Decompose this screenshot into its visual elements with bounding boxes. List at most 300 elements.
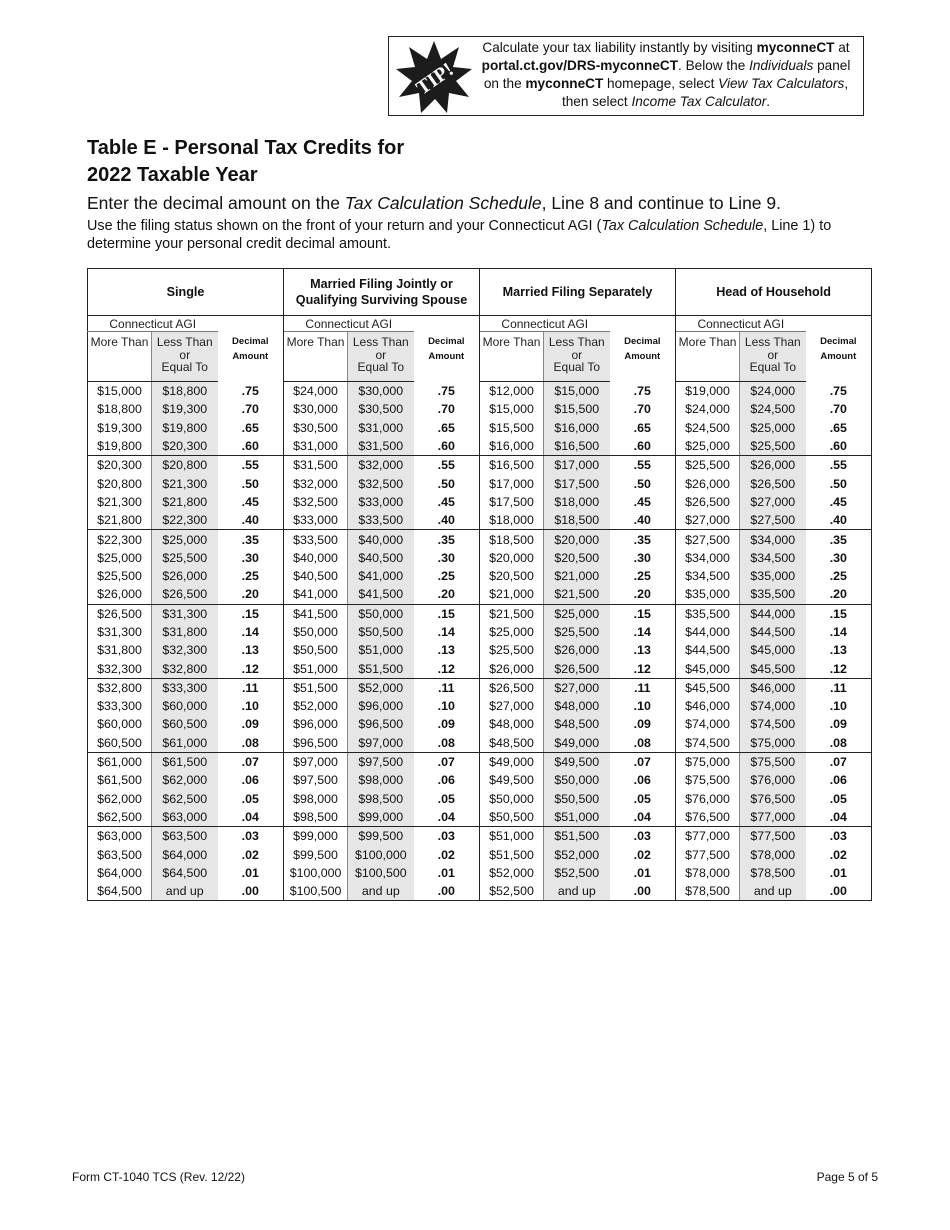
more-than-cell: $98,500: [284, 808, 348, 827]
less-than-cell: $78,500: [740, 864, 806, 882]
more-than-cell: $19,000: [676, 382, 740, 401]
more-than-cell: $60,000: [88, 715, 152, 733]
table-row: [88, 734, 872, 753]
more-than-cell: $20,300: [88, 456, 152, 475]
decimal-amount-cell: .04: [806, 808, 872, 827]
decimal-amount-cell: .55: [218, 456, 284, 475]
more-than-cell: $15,500: [480, 419, 544, 437]
more-than-cell: $24,000: [676, 400, 740, 418]
instruction-text: Enter the decimal amount on the Tax Calculation Schedule, Line 8 and continue to Line 9.: [87, 193, 781, 213]
decimal-amount-cell: .04: [218, 808, 284, 827]
less-than-cell: $18,500: [544, 511, 610, 530]
decimal-amount-cell: .06: [218, 771, 284, 789]
decimal-amount-cell: .14: [414, 623, 480, 641]
decimal-amount-cell: .00: [806, 882, 872, 901]
table-row: [88, 827, 872, 846]
less-than-cell: $25,500: [152, 549, 218, 567]
less-than-cell: $16,500: [544, 437, 610, 456]
less-than-cell: $100,500: [348, 864, 414, 882]
less-than-cell: $26,500: [152, 585, 218, 604]
more-than-cell: $51,000: [480, 827, 544, 846]
more-than-cell: $48,500: [480, 734, 544, 753]
more-than-cell: $96,000: [284, 715, 348, 733]
less-than-cell: $44,500: [740, 623, 806, 641]
table-row: [88, 456, 872, 475]
less-than-cell: $77,000: [740, 808, 806, 827]
decimal-amount-cell: .02: [218, 845, 284, 863]
connecticut-agi-header: Connecticut AGI: [480, 316, 610, 332]
less-than-cell: $25,000: [152, 530, 218, 549]
less-than-cell: $45,000: [740, 641, 806, 659]
less-than-cell: $41,000: [348, 567, 414, 585]
decimal-amount-cell: .50: [806, 474, 872, 492]
more-than-cell: $12,000: [480, 382, 544, 401]
more-than-cell: $63,000: [88, 827, 152, 846]
more-than-cell: $32,500: [284, 493, 348, 511]
less-than-cell: $51,000: [348, 641, 414, 659]
more-than-cell: $20,800: [88, 474, 152, 492]
decimal-amount-cell: .70: [610, 400, 676, 418]
decimal-amount-cell: .12: [218, 659, 284, 678]
table-row: [88, 474, 872, 492]
more-than-cell: $49,500: [480, 771, 544, 789]
less-than-cell: $32,500: [348, 474, 414, 492]
more-than-cell: $44,000: [676, 623, 740, 641]
less-than-cell: $50,000: [348, 604, 414, 623]
more-than-cell: $25,500: [676, 456, 740, 475]
decimal-amount-cell: .75: [414, 382, 480, 401]
table-row: [88, 715, 872, 733]
decimal-amount-cell: .12: [414, 659, 480, 678]
less-than-cell: $30,500: [348, 400, 414, 418]
table-row: [88, 678, 872, 697]
more-than-cell: $31,500: [284, 456, 348, 475]
table-row: [88, 382, 872, 401]
connecticut-agi-header: Connecticut AGI: [284, 316, 414, 332]
less-than-cell: $50,500: [544, 790, 610, 808]
less-than-cell: $51,500: [348, 659, 414, 678]
tip-text: Calculate your tax liability instantly by visiting myconneCT at portal.ct.gov/DRS-myconneCT. Below the Individuals panel on the myconneCT homepage, select View Tax Calculators, then select Income Tax Calculator.: [481, 40, 851, 109]
decimal-amount-cell: .13: [414, 641, 480, 659]
less-than-cell: $33,300: [152, 678, 218, 697]
less-than-cell: $25,500: [740, 437, 806, 456]
more-than-cell: $30,500: [284, 419, 348, 437]
less-than-cell: $32,300: [152, 641, 218, 659]
decimal-amount-cell: .11: [218, 678, 284, 697]
decimal-amount-cell: .03: [414, 827, 480, 846]
less-than-cell: $98,500: [348, 790, 414, 808]
less-than-cell: $25,500: [544, 623, 610, 641]
decimal-amount-cell: .08: [610, 734, 676, 753]
less-than-cell: and up: [348, 882, 414, 901]
more-than-cell: $33,000: [284, 511, 348, 530]
more-than-cell: $62,500: [88, 808, 152, 827]
decimal-amount-cell: .08: [218, 734, 284, 753]
less-than-cell: $27,500: [740, 511, 806, 530]
less-than-cell: $34,500: [740, 549, 806, 567]
more-than-cell: $32,800: [88, 678, 152, 697]
less-than-cell: $30,000: [348, 382, 414, 401]
table-row: [88, 808, 872, 827]
decimal-amount-cell: .70: [414, 400, 480, 418]
decimal-amount-cell: .15: [610, 604, 676, 623]
more-than-cell: $45,000: [676, 659, 740, 678]
decimal-amount-header: Decimal Amount: [218, 316, 284, 382]
more-than-cell: $32,000: [284, 474, 348, 492]
more-than-cell: $31,800: [88, 641, 152, 659]
decimal-amount-cell: .02: [610, 845, 676, 863]
table-row: [88, 845, 872, 863]
less-than-cell: and up: [740, 882, 806, 901]
more-than-cell: $31,300: [88, 623, 152, 641]
more-than-cell: $21,500: [480, 604, 544, 623]
more-than-cell: $20,000: [480, 549, 544, 567]
decimal-amount-cell: .09: [806, 715, 872, 733]
more-than-cell: $51,500: [284, 678, 348, 697]
more-than-cell: $61,000: [88, 752, 152, 771]
more-than-cell: $78,000: [676, 864, 740, 882]
decimal-amount-cell: .01: [414, 864, 480, 882]
less-than-cell: $78,000: [740, 845, 806, 863]
decimal-amount-cell: .06: [610, 771, 676, 789]
less-than-cell: $60,000: [152, 697, 218, 715]
less-than-cell: $74,500: [740, 715, 806, 733]
more-than-header: More Than: [480, 332, 544, 382]
less-than-cell: $62,500: [152, 790, 218, 808]
less-than-cell: $21,300: [152, 474, 218, 492]
table-row: [88, 641, 872, 659]
table-row: [88, 585, 872, 604]
less-than-cell: $51,500: [544, 827, 610, 846]
more-than-cell: $50,500: [480, 808, 544, 827]
decimal-amount-cell: .45: [414, 493, 480, 511]
more-than-cell: $74,500: [676, 734, 740, 753]
decimal-amount-cell: .01: [218, 864, 284, 882]
tip-badge-text: TIP!: [412, 58, 458, 100]
less-than-cell: $18,800: [152, 382, 218, 401]
more-than-cell: $26,000: [676, 474, 740, 492]
table-row: [88, 604, 872, 623]
decimal-amount-cell: .75: [610, 382, 676, 401]
decimal-amount-cell: .35: [806, 530, 872, 549]
more-than-cell: $35,000: [676, 585, 740, 604]
decimal-amount-cell: .08: [414, 734, 480, 753]
table-row: [88, 752, 872, 771]
more-than-cell: $33,500: [284, 530, 348, 549]
less-than-cell: $20,500: [544, 549, 610, 567]
more-than-cell: $18,500: [480, 530, 544, 549]
decimal-amount-cell: .09: [414, 715, 480, 733]
more-than-cell: $63,500: [88, 845, 152, 863]
decimal-amount-cell: .75: [806, 382, 872, 401]
less-than-cell: and up: [152, 882, 218, 901]
less-than-cell: $17,000: [544, 456, 610, 475]
less-than-cell: $64,500: [152, 864, 218, 882]
decimal-amount-cell: .35: [610, 530, 676, 549]
decimal-amount-cell: .07: [218, 752, 284, 771]
less-than-cell: $60,500: [152, 715, 218, 733]
more-than-cell: $97,500: [284, 771, 348, 789]
table-row: [88, 659, 872, 678]
less-than-or-equal-header: Less Than or Equal To: [740, 332, 806, 382]
more-than-cell: $33,300: [88, 697, 152, 715]
decimal-amount-cell: .60: [806, 437, 872, 456]
less-than-cell: $25,000: [544, 604, 610, 623]
more-than-cell: $41,500: [284, 604, 348, 623]
more-than-cell: $19,300: [88, 419, 152, 437]
table-row: [88, 697, 872, 715]
more-than-cell: $31,000: [284, 437, 348, 456]
decimal-amount-cell: .14: [610, 623, 676, 641]
table-row: [88, 771, 872, 789]
decimal-amount-cell: .04: [610, 808, 676, 827]
tip-box: [388, 36, 864, 116]
more-than-cell: $75,500: [676, 771, 740, 789]
decimal-amount-cell: .03: [806, 827, 872, 846]
decimal-amount-header: Decimal Amount: [806, 316, 872, 382]
more-than-cell: $34,000: [676, 549, 740, 567]
more-than-cell: $25,000: [88, 549, 152, 567]
more-than-cell: $17,000: [480, 474, 544, 492]
more-than-cell: $76,000: [676, 790, 740, 808]
decimal-amount-cell: .30: [414, 549, 480, 567]
connecticut-agi-header: Connecticut AGI: [676, 316, 806, 332]
more-than-cell: $27,500: [676, 530, 740, 549]
decimal-amount-cell: .00: [414, 882, 480, 901]
less-than-cell: $98,000: [348, 771, 414, 789]
decimal-amount-cell: .03: [218, 827, 284, 846]
less-than-cell: $96,500: [348, 715, 414, 733]
decimal-amount-cell: .07: [806, 752, 872, 771]
decimal-amount-cell: .11: [806, 678, 872, 697]
less-than-cell: $44,000: [740, 604, 806, 623]
myconnect-name: myconneCT: [756, 40, 835, 55]
more-than-cell: $25,500: [88, 567, 152, 585]
more-than-cell: $21,300: [88, 493, 152, 511]
less-than-cell: $52,000: [348, 678, 414, 697]
less-than-cell: $61,500: [152, 752, 218, 771]
decimal-amount-cell: .07: [414, 752, 480, 771]
more-than-cell: $19,800: [88, 437, 152, 456]
decimal-amount-cell: .15: [414, 604, 480, 623]
more-than-cell: $18,800: [88, 400, 152, 418]
decimal-amount-cell: .35: [414, 530, 480, 549]
more-than-cell: $34,500: [676, 567, 740, 585]
decimal-amount-cell: .09: [610, 715, 676, 733]
more-than-cell: $32,300: [88, 659, 152, 678]
less-than-cell: $25,000: [740, 419, 806, 437]
decimal-amount-cell: .65: [218, 419, 284, 437]
less-than-cell: $62,000: [152, 771, 218, 789]
more-than-cell: $40,500: [284, 567, 348, 585]
decimal-amount-cell: .20: [610, 585, 676, 604]
less-than-cell: $76,500: [740, 790, 806, 808]
less-than-cell: $99,500: [348, 827, 414, 846]
less-than-cell: $26,500: [740, 474, 806, 492]
more-than-cell: $21,000: [480, 585, 544, 604]
less-than-cell: $20,300: [152, 437, 218, 456]
more-than-cell: $100,000: [284, 864, 348, 882]
decimal-amount-cell: .14: [806, 623, 872, 641]
table-row: [88, 567, 872, 585]
filing-status-note: Use the filing status shown on the front of your return and your Connecticut AGI (Tax Calculation Schedule, Line 1) to determine your personal credit decimal amount.: [87, 218, 832, 252]
portal-url: portal.ct.gov/DRS-myconneCT: [481, 58, 679, 73]
more-than-cell: $51,500: [480, 845, 544, 863]
more-than-cell: $48,000: [480, 715, 544, 733]
decimal-amount-cell: .35: [218, 530, 284, 549]
table-row: [88, 511, 872, 530]
table-row: [88, 623, 872, 641]
more-than-cell: $62,000: [88, 790, 152, 808]
less-than-cell: $75,500: [740, 752, 806, 771]
more-than-cell: $46,000: [676, 697, 740, 715]
table-row: [88, 400, 872, 418]
less-than-cell: $20,000: [544, 530, 610, 549]
filing-status-header: Married Filing Jointly or Qualifying Surviving Spouse: [284, 269, 480, 316]
less-than-cell: $49,000: [544, 734, 610, 753]
less-than-cell: $20,800: [152, 456, 218, 475]
more-than-cell: $45,500: [676, 678, 740, 697]
less-than-cell: and up: [544, 882, 610, 901]
decimal-amount-cell: .13: [806, 641, 872, 659]
less-than-cell: $32,000: [348, 456, 414, 475]
decimal-amount-cell: .11: [414, 678, 480, 697]
more-than-cell: $26,500: [88, 604, 152, 623]
more-than-cell: $52,000: [284, 697, 348, 715]
less-than-cell: $75,000: [740, 734, 806, 753]
less-than-cell: $24,500: [740, 400, 806, 418]
less-than-cell: $40,500: [348, 549, 414, 567]
decimal-amount-cell: .14: [218, 623, 284, 641]
less-than-cell: $41,500: [348, 585, 414, 604]
decimal-amount-cell: .20: [806, 585, 872, 604]
decimal-amount-cell: .06: [806, 771, 872, 789]
decimal-amount-cell: .10: [806, 697, 872, 715]
less-than-cell: $26,000: [544, 641, 610, 659]
decimal-amount-cell: .25: [610, 567, 676, 585]
less-than-cell: $40,000: [348, 530, 414, 549]
more-than-cell: $49,000: [480, 752, 544, 771]
less-than-cell: $26,000: [740, 456, 806, 475]
more-than-cell: $25,500: [480, 641, 544, 659]
less-than-cell: $31,500: [348, 437, 414, 456]
less-than-or-equal-header: Less Than or Equal To: [544, 332, 610, 382]
decimal-amount-cell: .04: [414, 808, 480, 827]
decimal-amount-cell: .60: [414, 437, 480, 456]
less-than-cell: $97,000: [348, 734, 414, 753]
decimal-amount-cell: .00: [218, 882, 284, 901]
decimal-amount-cell: .08: [806, 734, 872, 753]
less-than-cell: $32,800: [152, 659, 218, 678]
less-than-cell: $49,500: [544, 752, 610, 771]
less-than-cell: $27,000: [740, 493, 806, 511]
more-than-header: More Than: [284, 332, 348, 382]
more-than-cell: $100,500: [284, 882, 348, 901]
table-row: [88, 790, 872, 808]
decimal-amount-cell: .65: [414, 419, 480, 437]
less-than-cell: $51,000: [544, 808, 610, 827]
more-than-cell: $50,000: [480, 790, 544, 808]
more-than-cell: $75,000: [676, 752, 740, 771]
decimal-amount-cell: .02: [414, 845, 480, 863]
less-than-cell: $99,000: [348, 808, 414, 827]
decimal-amount-cell: .03: [610, 827, 676, 846]
decimal-amount-cell: .01: [806, 864, 872, 882]
decimal-amount-cell: .50: [610, 474, 676, 492]
more-than-cell: $52,000: [480, 864, 544, 882]
more-than-cell: $20,500: [480, 567, 544, 585]
decimal-amount-cell: .15: [806, 604, 872, 623]
less-than-cell: $61,000: [152, 734, 218, 753]
less-than-cell: $21,800: [152, 493, 218, 511]
less-than-cell: $35,500: [740, 585, 806, 604]
decimal-amount-cell: .10: [218, 697, 284, 715]
decimal-amount-cell: .40: [414, 511, 480, 530]
form-number: Form CT-1040 TCS (Rev. 12/22): [72, 1170, 245, 1184]
tip-starburst-icon: [395, 39, 473, 115]
more-than-cell: $77,000: [676, 827, 740, 846]
less-than-cell: $31,800: [152, 623, 218, 641]
decimal-amount-cell: .45: [610, 493, 676, 511]
more-than-cell: $64,000: [88, 864, 152, 882]
more-than-cell: $99,500: [284, 845, 348, 863]
table-row: [88, 493, 872, 511]
decimal-amount-cell: .55: [610, 456, 676, 475]
less-than-cell: $48,000: [544, 697, 610, 715]
more-than-cell: $50,500: [284, 641, 348, 659]
less-than-cell: $63,500: [152, 827, 218, 846]
decimal-amount-cell: .25: [414, 567, 480, 585]
decimal-amount-cell: .13: [218, 641, 284, 659]
decimal-amount-cell: .09: [218, 715, 284, 733]
more-than-cell: $15,000: [480, 400, 544, 418]
more-than-cell: $44,500: [676, 641, 740, 659]
less-than-cell: $100,000: [348, 845, 414, 863]
less-than-cell: $50,500: [348, 623, 414, 641]
more-than-cell: $30,000: [284, 400, 348, 418]
decimal-amount-cell: .10: [610, 697, 676, 715]
less-than-cell: $96,000: [348, 697, 414, 715]
decimal-amount-cell: .30: [806, 549, 872, 567]
more-than-cell: $52,500: [480, 882, 544, 901]
decimal-amount-cell: .13: [610, 641, 676, 659]
decimal-amount-cell: .30: [218, 549, 284, 567]
decimal-amount-cell: .12: [806, 659, 872, 678]
decimal-amount-cell: .00: [610, 882, 676, 901]
less-than-cell: $74,000: [740, 697, 806, 715]
more-than-cell: $24,000: [284, 382, 348, 401]
less-than-cell: $17,500: [544, 474, 610, 492]
decimal-amount-cell: .65: [806, 419, 872, 437]
more-than-cell: $98,000: [284, 790, 348, 808]
more-than-cell: $25,000: [676, 437, 740, 456]
more-than-cell: $16,500: [480, 456, 544, 475]
decimal-amount-cell: .40: [610, 511, 676, 530]
decimal-amount-cell: .20: [414, 585, 480, 604]
filing-status-header: Single: [88, 269, 284, 316]
decimal-amount-cell: .12: [610, 659, 676, 678]
decimal-amount-cell: .20: [218, 585, 284, 604]
less-than-cell: $35,000: [740, 567, 806, 585]
decimal-amount-cell: .05: [414, 790, 480, 808]
more-than-cell: $17,500: [480, 493, 544, 511]
less-than-cell: $22,300: [152, 511, 218, 530]
less-than-or-equal-header: Less Than or Equal To: [152, 332, 218, 382]
more-than-cell: $16,000: [480, 437, 544, 456]
table-row: [88, 419, 872, 437]
decimal-amount-cell: .05: [610, 790, 676, 808]
less-than-cell: $18,000: [544, 493, 610, 511]
